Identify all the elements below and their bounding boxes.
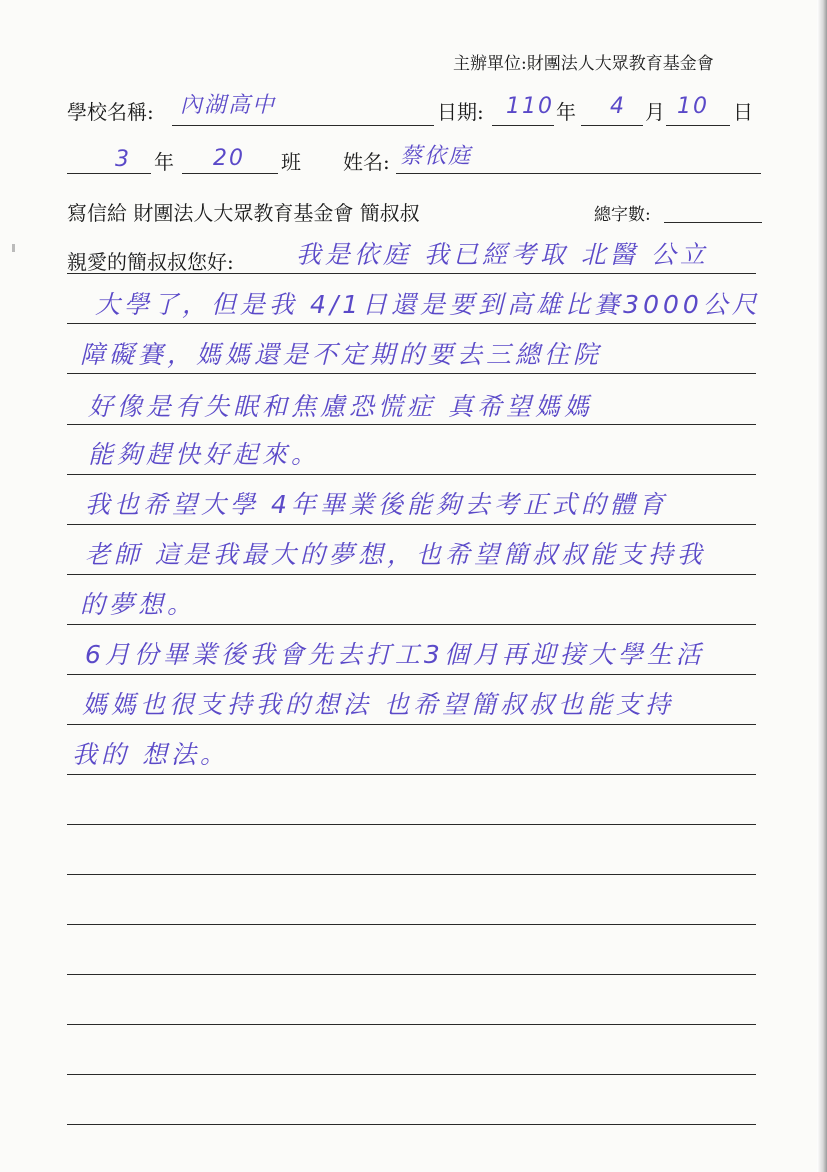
letter-line: 能夠趕快好起來。 — [88, 440, 321, 469]
year-underline — [492, 125, 554, 126]
letter-line: 媽媽也很支持我的想法 也希望簡叔叔也能支持 — [82, 690, 674, 719]
date-label: 日期: — [437, 100, 484, 124]
ruled-line — [67, 874, 756, 875]
ruled-line — [67, 924, 756, 925]
class-label: 班 — [281, 150, 301, 174]
ruled-line — [67, 974, 756, 975]
ruled-line — [67, 774, 756, 775]
grade-label: 年 — [154, 150, 174, 174]
ruled-line — [67, 373, 756, 374]
day-underline — [666, 125, 730, 126]
ruled-line — [67, 824, 756, 825]
recipient-line: 寫信給 財團法人大眾教育基金會 簡叔叔 — [67, 201, 420, 225]
grade-handwritten: 3 — [115, 147, 131, 172]
ruled-line — [67, 424, 756, 425]
letter-line: 好像是有失眠和焦慮恐慌症 真希望媽媽 — [88, 392, 593, 421]
month-label: 月 — [645, 100, 665, 124]
grade-underline — [67, 173, 151, 174]
scan-speck — [12, 244, 15, 252]
school-name-handwritten: 內湖高中 — [180, 93, 277, 118]
day-handwritten: 10 — [677, 94, 709, 119]
ruled-line — [67, 524, 756, 525]
ruled-line — [67, 724, 756, 725]
year-handwritten: 110 — [506, 94, 554, 119]
ruled-line — [67, 1074, 756, 1075]
ruled-line — [67, 574, 756, 575]
letter-line: 我的 想法。 — [72, 740, 229, 769]
ruled-line — [67, 474, 756, 475]
month-handwritten: 4 — [610, 94, 626, 119]
ruled-line — [67, 1024, 756, 1025]
name-underline — [396, 173, 761, 174]
ruled-line — [67, 273, 756, 274]
ruled-line — [67, 674, 756, 675]
letter-line: 我是依庭 我已經考取 北醫 公立 — [296, 240, 709, 269]
letter-line: 我也希望大學 4年畢業後能夠去考正式的體育 — [85, 490, 668, 519]
class-underline — [182, 173, 278, 174]
month-underline — [581, 125, 643, 126]
school-underline — [172, 125, 434, 126]
school-label: 學校名稱: — [67, 100, 154, 124]
name-label: 姓名: — [343, 150, 390, 174]
word-count-underline — [664, 222, 762, 223]
ruled-line — [67, 624, 756, 625]
scan-edge — [817, 0, 827, 1172]
ruled-line — [67, 1124, 756, 1125]
ruled-line — [67, 323, 756, 324]
student-name-handwritten: 蔡依庭 — [400, 144, 473, 169]
letter-line: 的夢想。 — [80, 590, 197, 619]
class-handwritten: 20 — [213, 146, 245, 171]
letter-line: 大學了，但是我 4/1日還是要到高雄比賽3000公尺 — [95, 290, 761, 319]
greeting-label: 親愛的簡叔叔您好: — [67, 250, 234, 274]
letter-line: 障礙賽，媽媽還是不定期的要去三總住院 — [80, 340, 603, 369]
day-label: 日 — [733, 100, 753, 124]
organizer-label: 主辦單位:財團法人大眾教育基金會 — [453, 54, 714, 74]
year-label: 年 — [556, 100, 576, 124]
word-count-label: 總字數: — [594, 205, 651, 225]
letter-line: 6月份畢業後我會先去打工3個月再迎接大學生活 — [85, 640, 705, 669]
letter-line: 老師 這是我最大的夢想，也希望簡叔叔能支持我 — [85, 540, 706, 569]
